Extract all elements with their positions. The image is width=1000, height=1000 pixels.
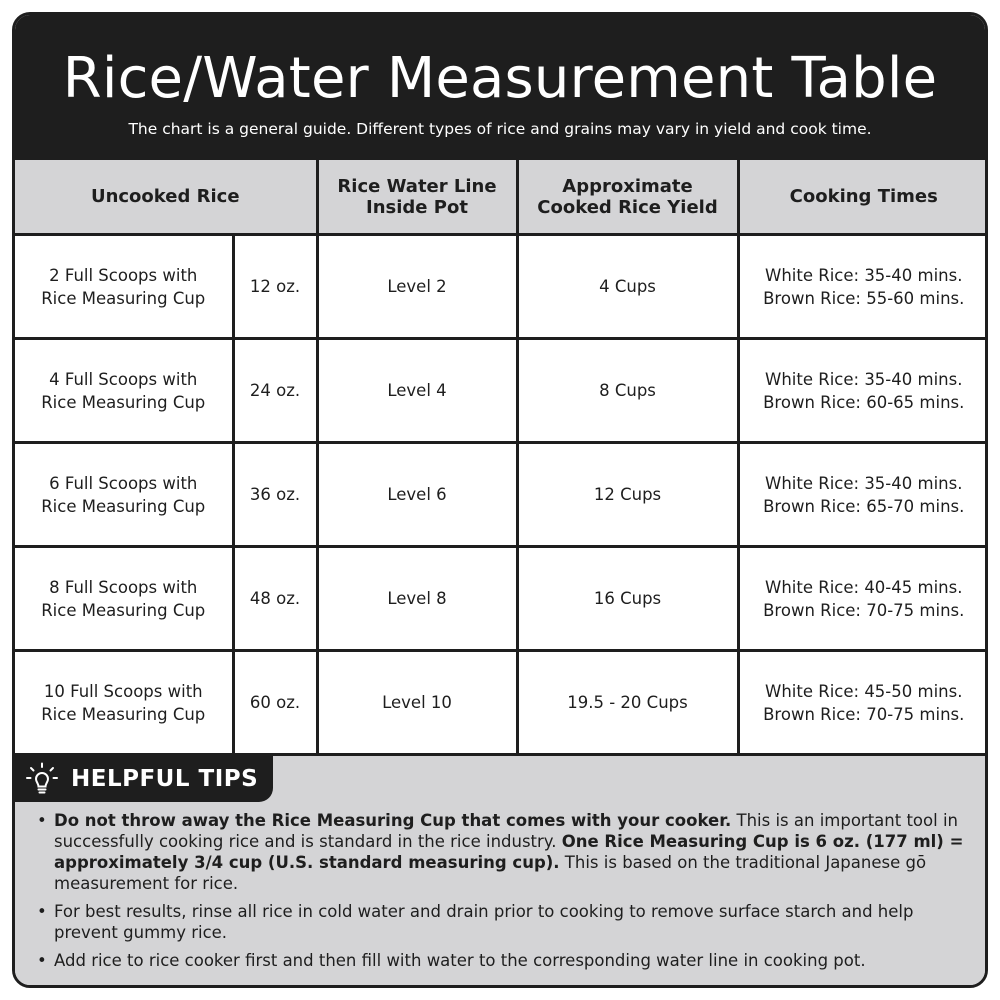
helpful-tips-title: HELPFUL TIPS [71,766,259,792]
yield-cell: 12 Cups [517,443,738,547]
yield-cell: 4 Cups [517,235,738,339]
water-level-cell: Level 2 [317,235,517,339]
scoops-line-1: 8 Full Scoops with [49,577,198,597]
white-rice-time: White Rice: 35-40 mins. [765,369,963,389]
tip-text: This is an important tool in successfully cooking rice and is standard in the rice industry. [54,811,958,851]
scoops-cell [15,339,233,443]
table-row [15,235,988,339]
yield-cell: 16 Cups [517,547,738,651]
weight-cell: 24 oz. [233,339,317,443]
header-cooking-times: Cooking Times [738,160,988,235]
scoops-line-2: Rice Measuring Cup [41,288,206,308]
water-level-cell: Level 6 [317,443,517,547]
weight-cell: 48 oz. [233,547,317,651]
scoops-line-2: Rice Measuring Cup [41,600,206,620]
scoops-line-1: 6 Full Scoops with [49,473,198,493]
scoops-cell [15,235,233,339]
scoops-line-1: 4 Full Scoops with [49,369,198,389]
helpful-tips-panel [15,756,985,986]
weight-cell: 36 oz. [233,443,317,547]
tip-text: This is based on the traditional Japanese gō measurement for rice. [54,853,927,893]
table-row [15,443,988,547]
measurement-table [15,160,988,756]
scoops-line-2: Rice Measuring Cup [41,496,206,516]
header-water-line [317,160,517,235]
brown-rice-time: Brown Rice: 70-75 mins. [763,600,965,620]
helpful-tips-tab [15,756,273,802]
tip-item: • Add rice to rice cooker first and then fill with water to the corresponding water line in cooking pot. [37,950,967,971]
weight-cell: 60 oz. [233,651,317,755]
brown-rice-time: Brown Rice: 70-75 mins. [763,704,965,724]
header-uncooked-rice: Uncooked Rice [15,160,317,235]
header-yield [517,160,738,235]
white-rice-time: White Rice: 40-45 mins. [765,577,963,597]
tip-bold-text: Do not throw away the Rice Measuring Cup that comes with your cooker. [54,811,732,830]
header-yield-1: Approximate [562,175,693,197]
scoops-line-2: Rice Measuring Cup [41,392,206,412]
header-banner [15,15,985,160]
white-rice-time: White Rice: 35-40 mins. [765,265,963,285]
header-water-line-1: Rice Water Line [337,175,497,197]
cooking-times-cell [738,547,988,651]
cooking-times-cell [738,443,988,547]
weight-cell: 12 oz. [233,235,317,339]
brown-rice-time: Brown Rice: 65-70 mins. [763,496,965,516]
scoops-cell [15,443,233,547]
header-water-line-2: Inside Pot [366,196,468,218]
measurement-card [12,12,988,988]
lightbulb-icon [25,762,59,796]
tip-item: • For best results, rinse all rice in cold water and drain prior to cooking to remove surface starch and help prevent gummy rice. [37,901,967,943]
scoops-line-2: Rice Measuring Cup [41,704,206,724]
header-yield-2: Cooked Rice Yield [537,196,718,218]
scoops-line-1: 2 Full Scoops with [49,265,198,285]
cooking-times-cell [738,651,988,755]
table-row [15,651,988,755]
tip-item [37,810,967,894]
cooking-times-cell [738,339,988,443]
table-row [15,339,988,443]
table-row [15,547,988,651]
water-level-cell: Level 10 [317,651,517,755]
yield-cell: 8 Cups [517,339,738,443]
yield-cell: 19.5 - 20 Cups [517,651,738,755]
page-subtitle: The chart is a general guide. Different types of rice and grains may vary in yield and cook time. [128,120,872,138]
tips-list [37,810,967,978]
water-level-cell: Level 8 [317,547,517,651]
white-rice-time: White Rice: 35-40 mins. [765,473,963,493]
table-header-row [15,160,988,235]
page-title: Rice/Water Measurement Table [62,46,938,111]
scoops-cell [15,651,233,755]
cooking-times-cell [738,235,988,339]
scoops-cell [15,547,233,651]
water-level-cell: Level 4 [317,339,517,443]
scoops-line-1: 10 Full Scoops with [43,681,203,701]
white-rice-time: White Rice: 45-50 mins. [765,681,963,701]
brown-rice-time: Brown Rice: 60-65 mins. [763,392,965,412]
tip-bold-text: One Rice Measuring Cup is 6 oz. (177 ml) = approximately 3/4 cup (U.S. standard measuring cup). [54,832,964,872]
brown-rice-time: Brown Rice: 55-60 mins. [763,288,965,308]
